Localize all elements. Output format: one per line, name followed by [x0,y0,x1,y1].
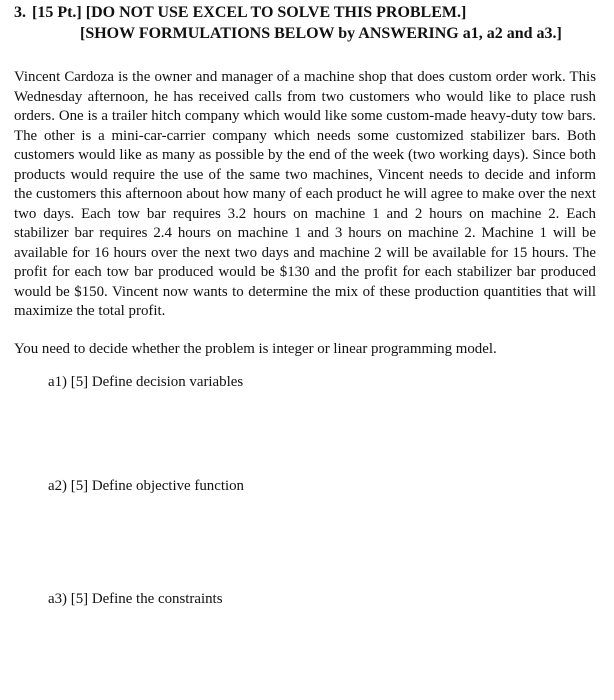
question-a2: a2) [5] Define objective function [48,478,244,494]
header-line-1 [14,2,604,23]
model-type-prompt: You need to decide whether the problem is integer or linear programming model. [14,341,497,357]
problem-statement: Vincent Cardoza is the owner and manager of a machine shop that does custom order work. This Wednesday afternoon, he has received calls from two customers who would like to place rush orders. One is a trailer hitch company which would like some custom-made heavy-duty tow bars. The other is a mini-car-carrier company which needs some customized stabilizer bars. Both customers would like as many as possible by the end of the week (two working days). Since both products would require the use of the same two machines, Vincent needs to decide and inform the customers this afternoon about how many of each product he will agree to make over the next two days. Each tow bar requires 3.2 hours on machine 1 and 2 hours on machine 2. Each stabilizer bar requires 2.4 hours on machine 1 and 3 hours on machine 2. Machine 1 will be available for 16 hours over the next two days and machine 2 will be available for 15 hours. The profit for each tow bar produced would be $130 and the profit for each stabilizer bar produced would be $150. Vincent now wants to determine the mix of these production quantities that will maximize the total profit. [14,69,596,319]
problem-header [14,2,604,44]
problem-number: 3. [14,4,26,21]
question-a1: a1) [5] Define decision variables [48,374,244,390]
question-a3: a3) [5] Define the constraints [48,591,223,607]
instruction-line-1: [DO NOT USE EXCEL TO SOLVE THIS PROBLEM.] [85,4,467,21]
problem-points: [15 Pt.] [32,4,82,21]
instruction-line-2: [SHOW FORMULATIONS BELOW by ANSWERING a1, a2 and a3.] [80,25,562,42]
